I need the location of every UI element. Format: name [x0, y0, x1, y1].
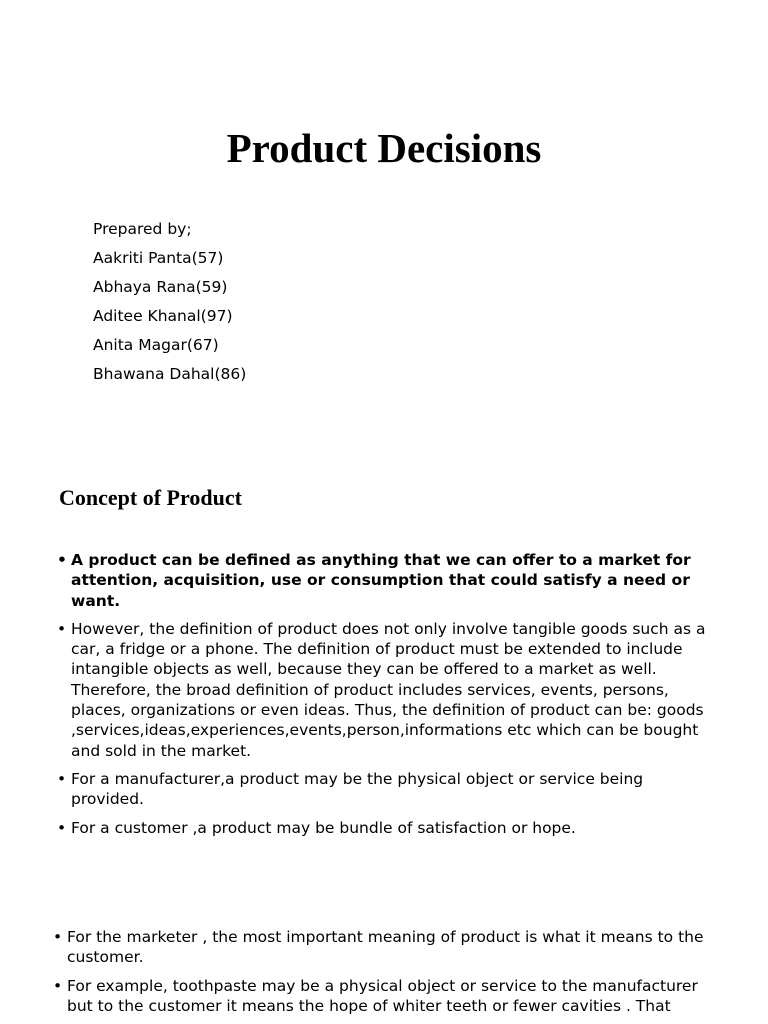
prepared-by-list — [93, 216, 246, 390]
bullet-text: For a customer ,a product may be bundle of satisfaction or hope. — [71, 818, 576, 837]
bullet-marker: • — [53, 928, 63, 946]
author-name: Aditee Khanal(97) — [93, 307, 233, 325]
author-name: Bhawana Dahal(86) — [93, 365, 247, 383]
bullet-text: For example, toothpaste may be a physical object or service to the manufacturer but to the customer it means the hope of whiter teeth or fewer cavities . That — [67, 976, 698, 1015]
bullet-text: For the marketer , the most important meaning of product is what it means to the customer. — [67, 928, 704, 967]
author-name: Abhaya Rana(59) — [93, 278, 228, 296]
bullet-item — [57, 818, 721, 838]
bullet-marker: • — [53, 976, 63, 995]
bullet-item — [57, 769, 721, 810]
bullet-text: However, the definition of product does not only involve tangible goods such as a car, a fridge or a phone. The definition of product must be extended to include intangible objects as well, because they can be offered to a market as well. Therefore, the broad definition of product includes services, events, persons, places, organizations or even ideas. Thus, the definition of product can be: goods ,services,ideas,experiences,events,person,informations etc which can be bought and sold in the market. — [71, 619, 706, 760]
bullet-marker: • — [57, 619, 67, 638]
bullet-marker: • — [57, 769, 67, 788]
bullet-item — [57, 619, 721, 761]
bullet-marker: • — [57, 551, 67, 569]
bullet-item — [53, 927, 717, 968]
bullet-item — [53, 976, 717, 1017]
prepared-by-label: Prepared by; — [93, 220, 192, 238]
section-heading: Concept of Product — [59, 485, 242, 510]
bullet-text: For a manufacturer,a product may be the physical object or service being provided. — [71, 769, 644, 809]
author-name: Anita Magar(67) — [93, 336, 219, 354]
page-title: Product Decisions — [226, 125, 542, 171]
author-name: Aakriti Panta(57) — [93, 249, 224, 267]
bullet-text: A product can be defined as anything that we can offer to a market for attention, acquisition, use or consumption that could satisfy a need or want. — [71, 551, 691, 610]
next-page-bullet-list — [53, 927, 717, 1024]
bullet-marker: • — [57, 818, 67, 837]
bullet-item — [57, 550, 721, 611]
concept-bullet-list — [57, 550, 721, 846]
